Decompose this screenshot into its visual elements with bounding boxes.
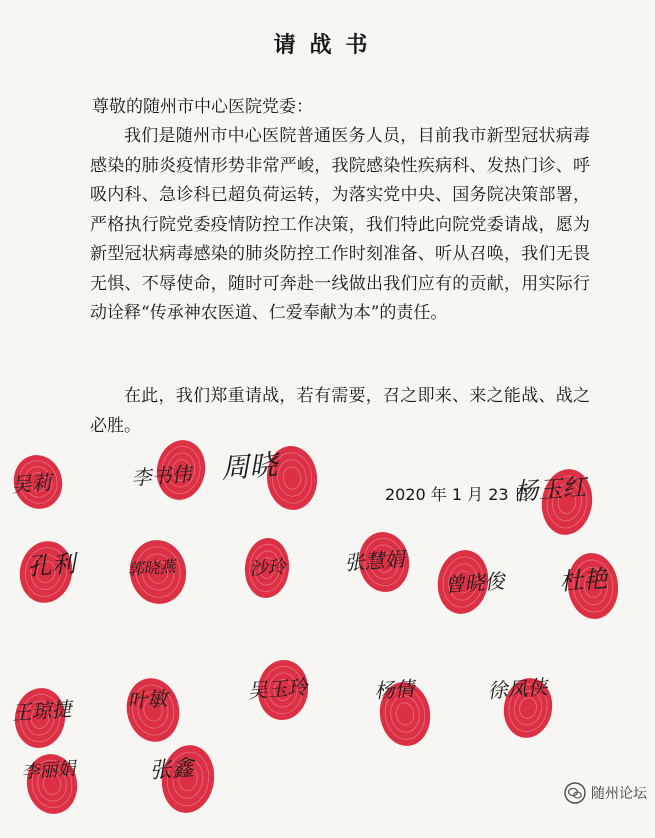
handwritten-signature: 杨倩 <box>373 676 416 703</box>
petition-date: 2020 年 1 月 23 日 <box>385 485 530 504</box>
signature-block <box>125 536 191 609</box>
handwritten-signature: 张鑫 <box>148 755 195 784</box>
signature-block <box>558 551 621 622</box>
handwritten-signature: 吴玉玲 <box>246 674 309 703</box>
handwritten-signature: 曾晓俊 <box>443 568 506 597</box>
body-paragraph-1: 我们是随州市中心医院普通医务人员，目前我市新型冠状病毒感染的肺炎疫情形势非常严峻，我院感染性疾病科、发热门诊、呼吸内科、急诊科已超负荷运转，为落实党中央、国务院决策部署，严格执行院党委疫情防控工作决策，我们特此向院党委请战，愿为新型冠状病毒感染的肺炎防控工作时刻准备、听从召唤，我们无畏无惧、不辱使命，随时可奔赴一线做出我们应有的贡献，用实际行动诠释“传承神农医道、仁爱奉献为本”的责任。 <box>90 126 590 323</box>
signature-block <box>131 436 210 503</box>
handwritten-signature: 李丽娟 <box>20 758 77 783</box>
signature-block <box>21 750 82 818</box>
signature-block <box>8 450 68 515</box>
handwritten-signature: 杨玉红 <box>513 473 588 506</box>
wechat-icon <box>564 782 586 804</box>
source-watermark <box>564 782 647 804</box>
signature-block <box>220 444 320 512</box>
salutation: 尊敬的随州市中心医院党委： <box>92 97 313 117</box>
signature-block <box>374 676 435 749</box>
signature-block <box>247 658 311 723</box>
source-watermark-text: 随州论坛 <box>591 786 647 802</box>
handwritten-signature: 徐凤侠 <box>486 674 549 703</box>
handwritten-signature: 孔利 <box>26 549 77 581</box>
signature-block <box>14 536 80 607</box>
handwritten-signature: 杜艳 <box>558 564 609 596</box>
signature-block <box>149 742 219 817</box>
signature-block <box>344 529 413 595</box>
signature-block <box>433 546 509 618</box>
signature-block <box>242 536 291 600</box>
handwritten-signature: 叶敏 <box>126 686 169 713</box>
handwritten-signature: 郭晓燕 <box>126 556 177 579</box>
handwritten-signature: 李书伟 <box>130 461 193 490</box>
body-paragraph-2: 在此，我们郑重请战，若有需要，召之即来、来之能战、战之必胜。 <box>90 386 590 436</box>
handwritten-signature: 吴莉 <box>10 470 53 497</box>
signature-block <box>121 673 185 746</box>
signature-block <box>513 466 596 538</box>
handwritten-signature: 沙玲 <box>248 556 287 580</box>
signature-block <box>487 674 557 741</box>
handwritten-signature: 王琼捷 <box>10 696 73 725</box>
signature-block <box>11 685 76 751</box>
handwritten-signature: 张慧娟 <box>343 546 406 575</box>
petition-title: 请战书 <box>273 32 382 58</box>
handwritten-signature: 周晓 <box>220 448 279 485</box>
